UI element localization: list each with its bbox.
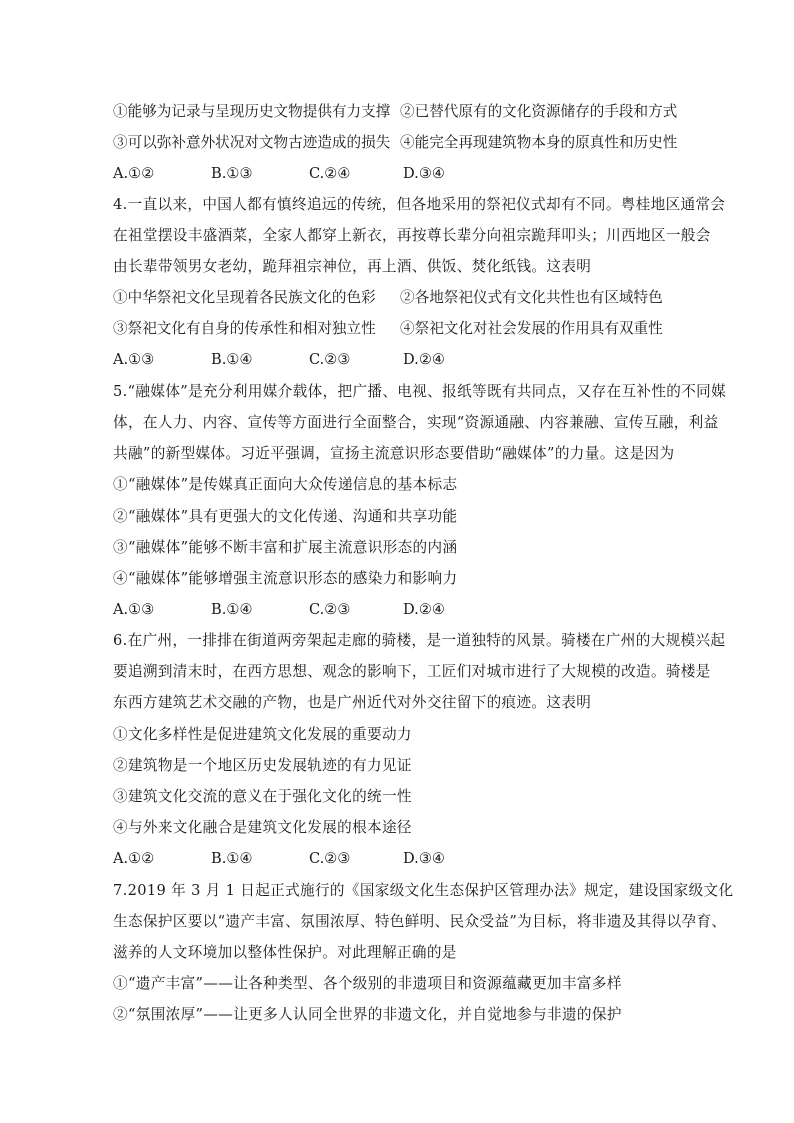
q6-statement-1: ①文化多样性是促进建筑文化发展的重要动力 (113, 726, 412, 743)
q3-statement-1: ①能够为记录与呈现历史文物提供有力支撑 (113, 103, 391, 120)
q7-stem-line-3: 滋养的人文环境加以整体性保护。对此理解正确的是 (113, 944, 457, 961)
q4-stem-line-2: 在祖堂摆设丰盛酒菜，全家人都穿上新衣，再按尊长辈分向祖宗跪拜叩头；川西地区一般会 (113, 227, 711, 244)
q5-option-a[interactable]: A.①③ (113, 601, 155, 618)
q6-statement-2: ②建筑物是一个地区历史发展轨迹的有力见证 (113, 757, 412, 774)
q6-option-a[interactable]: A.①② (113, 850, 155, 867)
q7-stem-line-1: 7.2019 年 3 月 1 日起正式施行的《国家级文化生态保护区管理办法》规定，建设国家级文化 (113, 882, 734, 899)
q6-stem-line-3: 东西方建筑艺术交融的产物，也是广州近代对外交往留下的痕迹。这表明 (113, 694, 592, 711)
q3-statement-3: ③可以弥补意外状况对文物古迹造成的损失 (113, 134, 391, 151)
q4-statement-2: ②各地祭祀仪式有文化共性也有区域特色 (400, 289, 663, 306)
q4-statement-4: ④祭祀文化对社会发展的作用具有双重性 (400, 320, 663, 337)
q4-stem-line-1: 4.一直以来，中国人都有慎终追远的传统，但各地采用的祭祀仪式却有不同。粤桂地区通常会 (113, 196, 726, 213)
q6-stem-line-1: 6.在广州，一排排在街道两旁架起走廊的骑楼，是一道独特的风景。骑楼在广州的大规模兴起 (113, 632, 726, 649)
q6-option-b[interactable]: B.①④ (211, 850, 253, 867)
q5-statement-1: ①“融媒体”是传媒真正面向大众传递信息的基本标志 (113, 476, 458, 493)
q4-option-a[interactable]: A.①③ (113, 351, 155, 368)
q3-option-b[interactable]: B.①③ (211, 165, 253, 182)
q5-statement-3: ③“融媒体”能够不断丰富和扩展主流意识形态的内涵 (113, 539, 458, 556)
q3-statement-2: ②已替代原有的文化资源储存的手段和方式 (400, 103, 678, 120)
q4-stem-line-3: 由长辈带领男女老幼，跪拜祖宗神位，再上酒、供饭、焚化纸钱。这表明 (113, 258, 592, 275)
q6-statement-3: ③建筑文化交流的意义在于强化文化的统一性 (113, 788, 412, 805)
q7-statement-1: ①“遗产丰富”——让各种类型、各个级别的非遗项目和资源蕴藏更加丰富多样 (113, 975, 622, 992)
q5-statement-4: ④“融媒体”能够增强主流意识形态的感染力和影响力 (113, 570, 458, 587)
q4-option-c[interactable]: C.②③ (309, 351, 351, 368)
q7-statement-2: ②“氛围浓厚”——让更多人认同全世界的非遗文化，并自觉地参与非遗的保护 (113, 1006, 622, 1023)
q5-option-c[interactable]: C.②③ (309, 601, 351, 618)
q5-option-b[interactable]: B.①④ (211, 601, 253, 618)
q5-stem-line-3: 共融”的新型媒体。习近平强调，宣扬主流意识形态要借助“融媒体”的力量。这是因为 (113, 445, 675, 462)
q6-stem-line-2: 要追溯到清末时，在西方思想、观念的影响下，工匠们对城市进行了大规模的改造。骑楼是 (113, 663, 711, 680)
q5-stem-line-2: 体，在人力、内容、宣传等方面进行全面整合，实现“资源通融、内容兼融、宣传互融，利益 (113, 414, 719, 431)
q5-statement-2: ②“融媒体”具有更强大的文化传递、沟通和共享功能 (113, 508, 458, 525)
q5-stem-line-1: 5.“融媒体”是充分利用媒介载体，把广播、电视、报纸等既有共同点，又存在互补性的不同媒 (113, 383, 727, 400)
q4-option-b[interactable]: B.①④ (211, 351, 253, 368)
q5-option-d[interactable]: D.②④ (403, 601, 445, 618)
q4-statement-3: ③祭祀文化有自身的传承性和相对独立性 (113, 320, 376, 337)
q4-option-d[interactable]: D.②④ (403, 351, 445, 368)
q3-statement-4: ④能完全再现建筑物本身的原真性和历史性 (400, 134, 678, 151)
q6-option-c[interactable]: C.②③ (309, 850, 351, 867)
q7-stem-line-2: 生态保护区要以“遗产丰富、氛围浓厚、特色鲜明、民众受益”为目标，将非遗及其得以孕育、 (113, 913, 727, 930)
q6-statement-4: ④与外来文化融合是建筑文化发展的根本途径 (113, 819, 412, 836)
q3-option-a[interactable]: A.①② (113, 165, 155, 182)
q3-option-c[interactable]: C.②④ (309, 165, 351, 182)
q6-option-d[interactable]: D.③④ (403, 850, 445, 867)
q4-statement-1: ①中华祭祀文化呈现着各民族文化的色彩 (113, 289, 376, 306)
q3-option-d[interactable]: D.③④ (403, 165, 445, 182)
